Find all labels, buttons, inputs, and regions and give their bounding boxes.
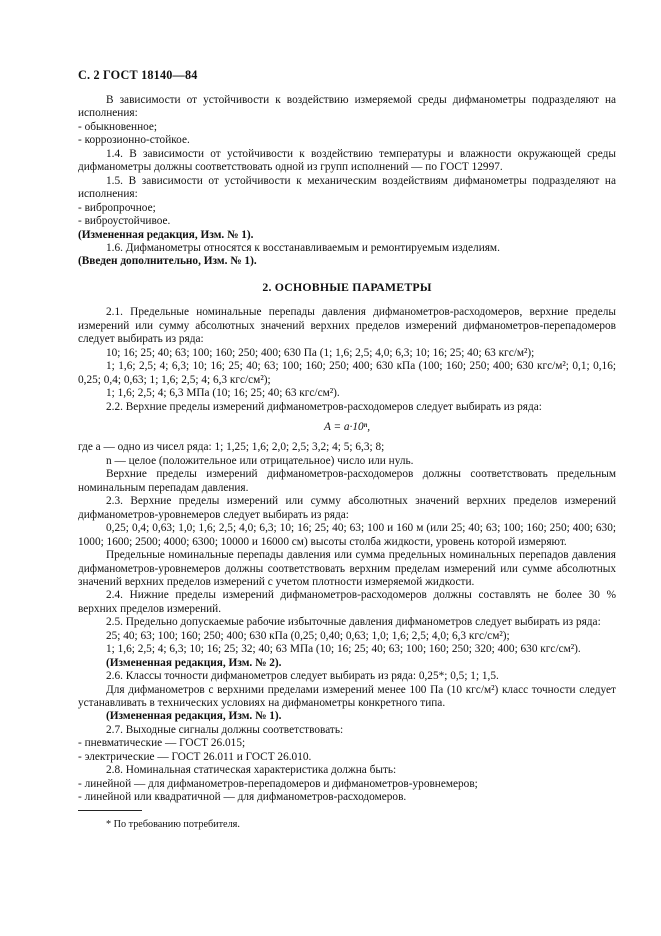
paragraph-2-8: 2.8. Номинальная статическая характеристика должна быть: xyxy=(106,764,397,777)
list-item: - коррозионно-стойкое. xyxy=(78,134,190,147)
formula: A = a·10ⁿ, xyxy=(323,420,371,433)
value-series: 10; 16; 25; 40; 63; 100; 160; 250; 400; 630 Па (1; 1,6; 2,5; 4,0; 6,3; 10; 16; 25; 40; 63 кгс/м²); xyxy=(106,346,535,359)
amendment-note: (Измененная редакция, Изм. № 1). xyxy=(106,710,282,723)
paragraph-2-7: 2.7. Выходные сигналы должны соответствовать: xyxy=(106,723,344,736)
list-item: - линейной или квадратичной — для дифманометров-расходомеров. xyxy=(78,791,407,804)
formula-legend: n — целое (положительное или отрицательное) число или нуль. xyxy=(106,454,414,467)
amendment-note: (Измененная редакция, Изм. № 1). xyxy=(78,228,254,241)
paragraph-2-6: 2.6. Классы точности дифманометров следует выбирать из ряда: 0,25*; 0,5; 1; 1,5. xyxy=(106,670,499,683)
footnote: * По требованию потребителя. xyxy=(106,818,240,830)
paragraph: Для дифманометров с верхними пределами измерений менее 100 Па (10 кгс/м²) класс точности следует устанавливать в технических условиях на дифманометры конкретного типа. xyxy=(78,683,616,710)
list-item: - электрические — ГОСТ 26.011 и ГОСТ 26.010. xyxy=(78,750,312,763)
paragraph-1-5: 1.5. В зависимости от устойчивости к механическим воздействиям дифманометры подразделяют на исполнения: xyxy=(78,174,616,201)
paragraph: В зависимости от устойчивости к воздействию измеряемой среды дифманометры подразделяют на исполнения: xyxy=(78,94,616,120)
list-item: - вибропрочное; xyxy=(78,201,156,214)
footnote-divider xyxy=(78,810,142,811)
paragraph-1-6: 1.6. Дифманометры относятся к восстанавливаемым и ремонтируемым изделиям. xyxy=(106,241,500,254)
formula-legend: где a — одно из чисел ряда: 1; 1,25; 1,6; 2,0; 2,5; 3,2; 4; 5; 6,3; 8; xyxy=(78,441,385,454)
value-series: 1; 1,6; 2,5; 4; 6,3; 10; 16; 25; 32; 40; 63 МПа (10; 16; 25; 40; 63; 100; 160; 250; 320; 400; 630 кгс/см²). xyxy=(106,643,581,656)
paragraph: Верхние пределы измерений дифманометров-расходомеров должны соответствовать предельным номинальным перепадам давления. xyxy=(78,468,616,494)
value-series: 25; 40; 63; 100; 160; 250; 400; 630 кПа (0,25; 0,40; 0,63; 1,0; 1,6; 2,5; 4,0; 6,3 кгс/см²); xyxy=(106,629,510,642)
paragraph-2-5: 2.5. Предельно допускаемые рабочие избыточные давления дифманометров следует выбирать из ряда: xyxy=(106,616,601,629)
list-item: - линейной — для дифманометров-перепадомеров и дифманометров-уровнемеров; xyxy=(78,777,478,790)
page-body xyxy=(78,94,616,831)
list-item: - обыкновенное; xyxy=(78,120,158,133)
paragraph-2-4: 2.4. Нижние пределы измерений дифманометров-расходомеров должны составлять не более 30 % верхних пределов измерений. xyxy=(78,589,616,615)
page-header: С. 2 ГОСТ 18140—84 xyxy=(78,68,198,82)
section-title: 2. ОСНОВНЫЕ ПАРАМЕТРЫ xyxy=(262,279,432,294)
list-item: - пневматические — ГОСТ 26.015; xyxy=(78,737,246,750)
paragraph-2-3: 2.3. Верхние пределы измерений или сумму абсолютных значений верхних пределов измерений дифманометров-уровнемеров следует выбирать из ряда: xyxy=(78,495,616,521)
paragraph-1-4: 1.4. В зависимости от устойчивости к воздействию температуры и влажности окружающей среды дифманометры должны соответствовать одной из групп исполнений — по ГОСТ 12997. xyxy=(78,147,616,174)
amendment-note: (Измененная редакция, Изм. № 2). xyxy=(106,656,282,669)
value-series: 1; 1,6; 2,5; 4; 6,3 МПа (10; 16; 25; 40; 63 кгс/см²). xyxy=(106,387,340,400)
paragraph-2-2: 2.2. Верхние пределы измерений дифманометров-расходомеров следует выбирать из ряда: xyxy=(106,400,542,413)
amendment-note: (Введен дополнительно, Изм. № 1). xyxy=(78,255,257,268)
paragraph-2-1: 2.1. Предельные номинальные перепады давления дифманометров-расходомеров, верхние пределы измерений или сумму абсолютных значений верхних пределов измерений дифманометров-перепадомеров следует выбирать из ряда: xyxy=(78,306,616,346)
value-series: 1; 1,6; 2,5; 4; 6,3; 10; 16; 25; 40; 63; 100; 160; 250; 400; 630 кПа (100; 160; 250; 400; 630 кгс/м²; 0,1; 0,16; 0,25; 0,4; 0,63; 1; 1,6; 2,5; 4; 6,3 кгс/см²); xyxy=(78,360,616,386)
value-series: 0,25; 0,4; 0,63; 1,0; 1,6; 2,5; 4,0; 6,3; 10; 16; 25; 40; 63; 100 и 160 м (или 25; 40; 63; 100; 160; 250; 400; 630; 1000; 1600; 2500; 4000; 6300; 10000 и 16000 см) высоты столба жидкости, уровень которой измеряют. xyxy=(78,522,616,548)
list-item: - виброустойчивое. xyxy=(78,215,171,228)
paragraph: Предельные номинальные перепады давления или сумма предельных номинальных перепадов давления дифманометров-уровнемеров должны соответствовать верхним пределам измерений или сумме абсолютных значений верхних пределов измерений с учетом плотности измеряемой жидкости. xyxy=(78,549,616,588)
